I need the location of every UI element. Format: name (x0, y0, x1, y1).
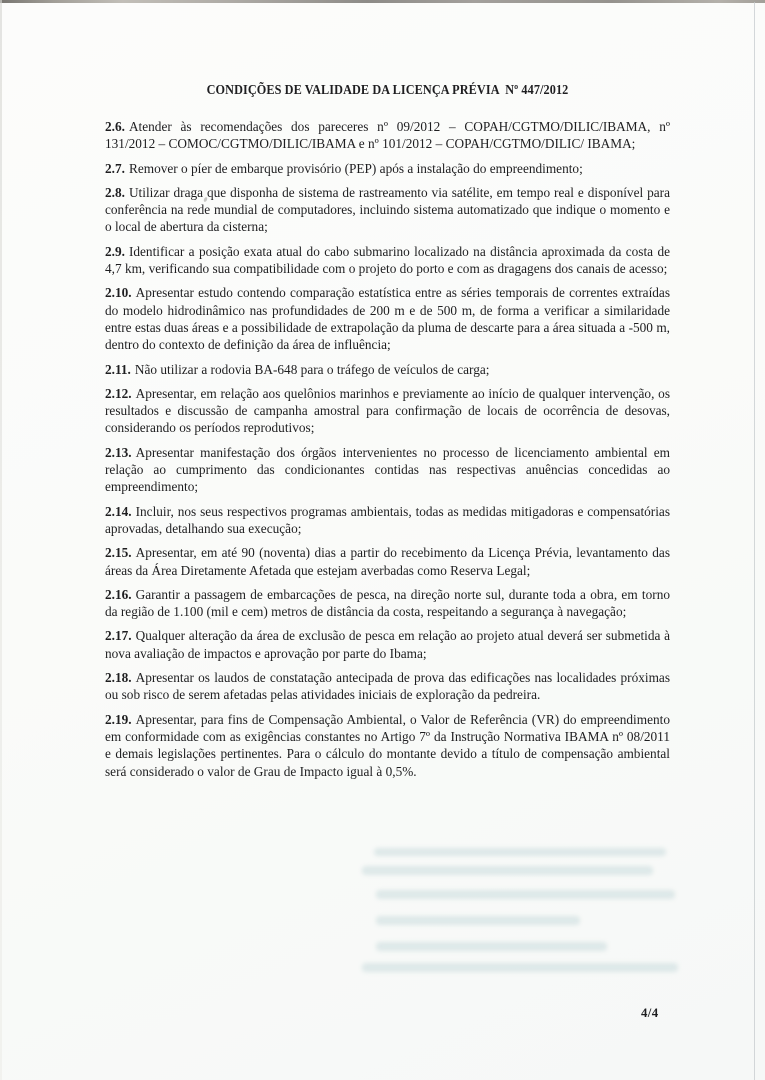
condition-paragraph (105, 118, 670, 153)
condition-paragraph (105, 160, 670, 177)
condition-text: Apresentar os laudos de constatação antecipada de prova das edificações nas localidades próximas ou sob risco de serem afetadas pelas atividades iniciais de exploração da pedreira. (105, 670, 670, 703)
condition-number: 2.12. (105, 385, 132, 401)
condition-number: 2.8. (105, 184, 125, 200)
condition-text: Apresentar estudo contendo comparação estatística entre as séries temporais de correntes extraídas do modelo hidrodinâmico nas profundidades de 200 m e de 500 m, de forma a verificar a similaridade entre estas duas áreas e a possibilidade de extrapolação da pluma de descarte para a área situada a -500 m, dentro do contexto de definição da área de influência; (105, 285, 670, 353)
condition-number: 2.13. (105, 444, 132, 460)
condition-text: Incluir, nos seus respectivos programas ambientais, todas as medidas mitigadoras e compensatórias aprovadas, detalhando sua execução; (105, 503, 670, 536)
bleedthrough-line (362, 963, 678, 972)
condition-paragraph (105, 544, 670, 579)
conditions-list (105, 118, 670, 780)
condition-paragraph (105, 586, 670, 621)
bleedthrough-line (376, 942, 607, 951)
condition-text: Apresentar manifestação dos órgãos intervenientes no processo de licenciamento ambiental em relação ao cumprimento das condicionantes contidas nas respectivas anuências concedidas ao empreendimento; (105, 444, 670, 495)
bleedthrough-line (374, 848, 666, 856)
condition-number: 2.16. (105, 586, 132, 602)
condition-text: Utilizar draga que disponha de sistema de rastreamento via satélite, em tempo real e disponível para conferência na rede mundial de computadores, incluindo sistema automatizado que indique o momento e o local de abertura da cisterna; (105, 184, 670, 235)
document-title: CONDIÇÕES DE VALIDADE DA LICENÇA PRÉVIA Nº 447/2012 (206, 82, 569, 97)
condition-number: 2.17. (105, 628, 132, 644)
condition-number: 2.11. (105, 361, 131, 377)
condition-number: 2.18. (105, 670, 132, 686)
condition-number: 2.19. (105, 711, 132, 727)
condition-text: Apresentar, em até 90 (noventa) dias a partir do recebimento da Licença Prévia, levantamento das áreas da Área Diretamente Afetada que estejam averbadas como Reserva Legal; (105, 545, 670, 578)
condition-paragraph (105, 503, 670, 538)
condition-paragraph (105, 243, 670, 278)
condition-number: 2.15. (105, 545, 132, 561)
condition-text: Apresentar, em relação aos quelônios marinhos e previamente ao início de qualquer intervenção, os resultados e discussão de campanha amostral para confirmação de locais de ocorrência de desovas, considerando os períodos reprodutivos; (105, 385, 670, 436)
condition-paragraph (105, 711, 670, 780)
condition-text: Identificar a posição exata atual do cabo submarino localizado na distância aproximada da costa de 4,7 km, verificando sua compatibilidade com o projeto do porto e com as dragagens dos canais de acesso; (105, 243, 670, 277)
condition-number: 2.6. (105, 119, 125, 134)
condition-paragraph (105, 385, 670, 437)
bleedthrough-line (376, 890, 675, 899)
condition-text: Qualquer alteração da área de exclusão de pesca em relação ao projeto atual deverá ser submetida à nova avaliação de impactos e aprovação por parte do Ibama; (105, 628, 670, 661)
condition-number: 2.7. (105, 160, 125, 176)
bleedthrough-line (376, 916, 580, 925)
condition-number: 2.14. (105, 503, 132, 519)
condition-number: 2.10. (105, 285, 132, 301)
condition-paragraph (105, 361, 670, 378)
condition-text: Atender às recomendações dos pareceres nº 09/2012 – COPAH/CGTMO/DILIC/IBAMA, nº 131/2012 – COMOC/CGTMO/DILIC/IBAMA e nº 101/2012 – COPAH/CGTMO/DILIC/ IBAMA; (105, 119, 670, 152)
condition-text: Remover o píer de embarque provisório (PEP) após a instalação do empreendimento; (128, 160, 583, 176)
bleedthrough-line (362, 866, 653, 875)
condition-number: 2.9. (105, 243, 125, 259)
condition-paragraph (105, 444, 670, 496)
document-body (105, 82, 670, 787)
scan-edge-left-line (0, 0, 2, 1080)
scan-edge-top-strip (0, 0, 765, 3)
condition-text: Não utilizar a rodovia BA-648 para o tráfego de veículos de carga; (134, 361, 490, 377)
page-number: 4/4 (641, 1006, 659, 1020)
condition-paragraph (105, 184, 670, 236)
condition-text: Apresentar, para fins de Compensação Ambiental, o Valor de Referência (VR) do empreendimento em conformidade com as exigências constantes no Artigo 7º da Instrução Normativa IBAMA nº 08/2011 e demais legislações pertinentes. Para o cálculo do montante devido a título de compensação ambiental será considerado o valor de Grau de Impacto igual à 0,5%. (105, 711, 670, 779)
condition-paragraph (105, 284, 670, 353)
scan-edge-right-line (754, 2, 755, 1080)
condition-paragraph (105, 627, 670, 662)
condition-text: Garantir a passagem de embarcações de pesca, na direção norte sul, durante toda a obra, em torno da região de 1.100 (mil e cem) metros de distância da costa, respeitando a segurança à navegação; (105, 586, 670, 620)
condition-paragraph (105, 669, 670, 704)
